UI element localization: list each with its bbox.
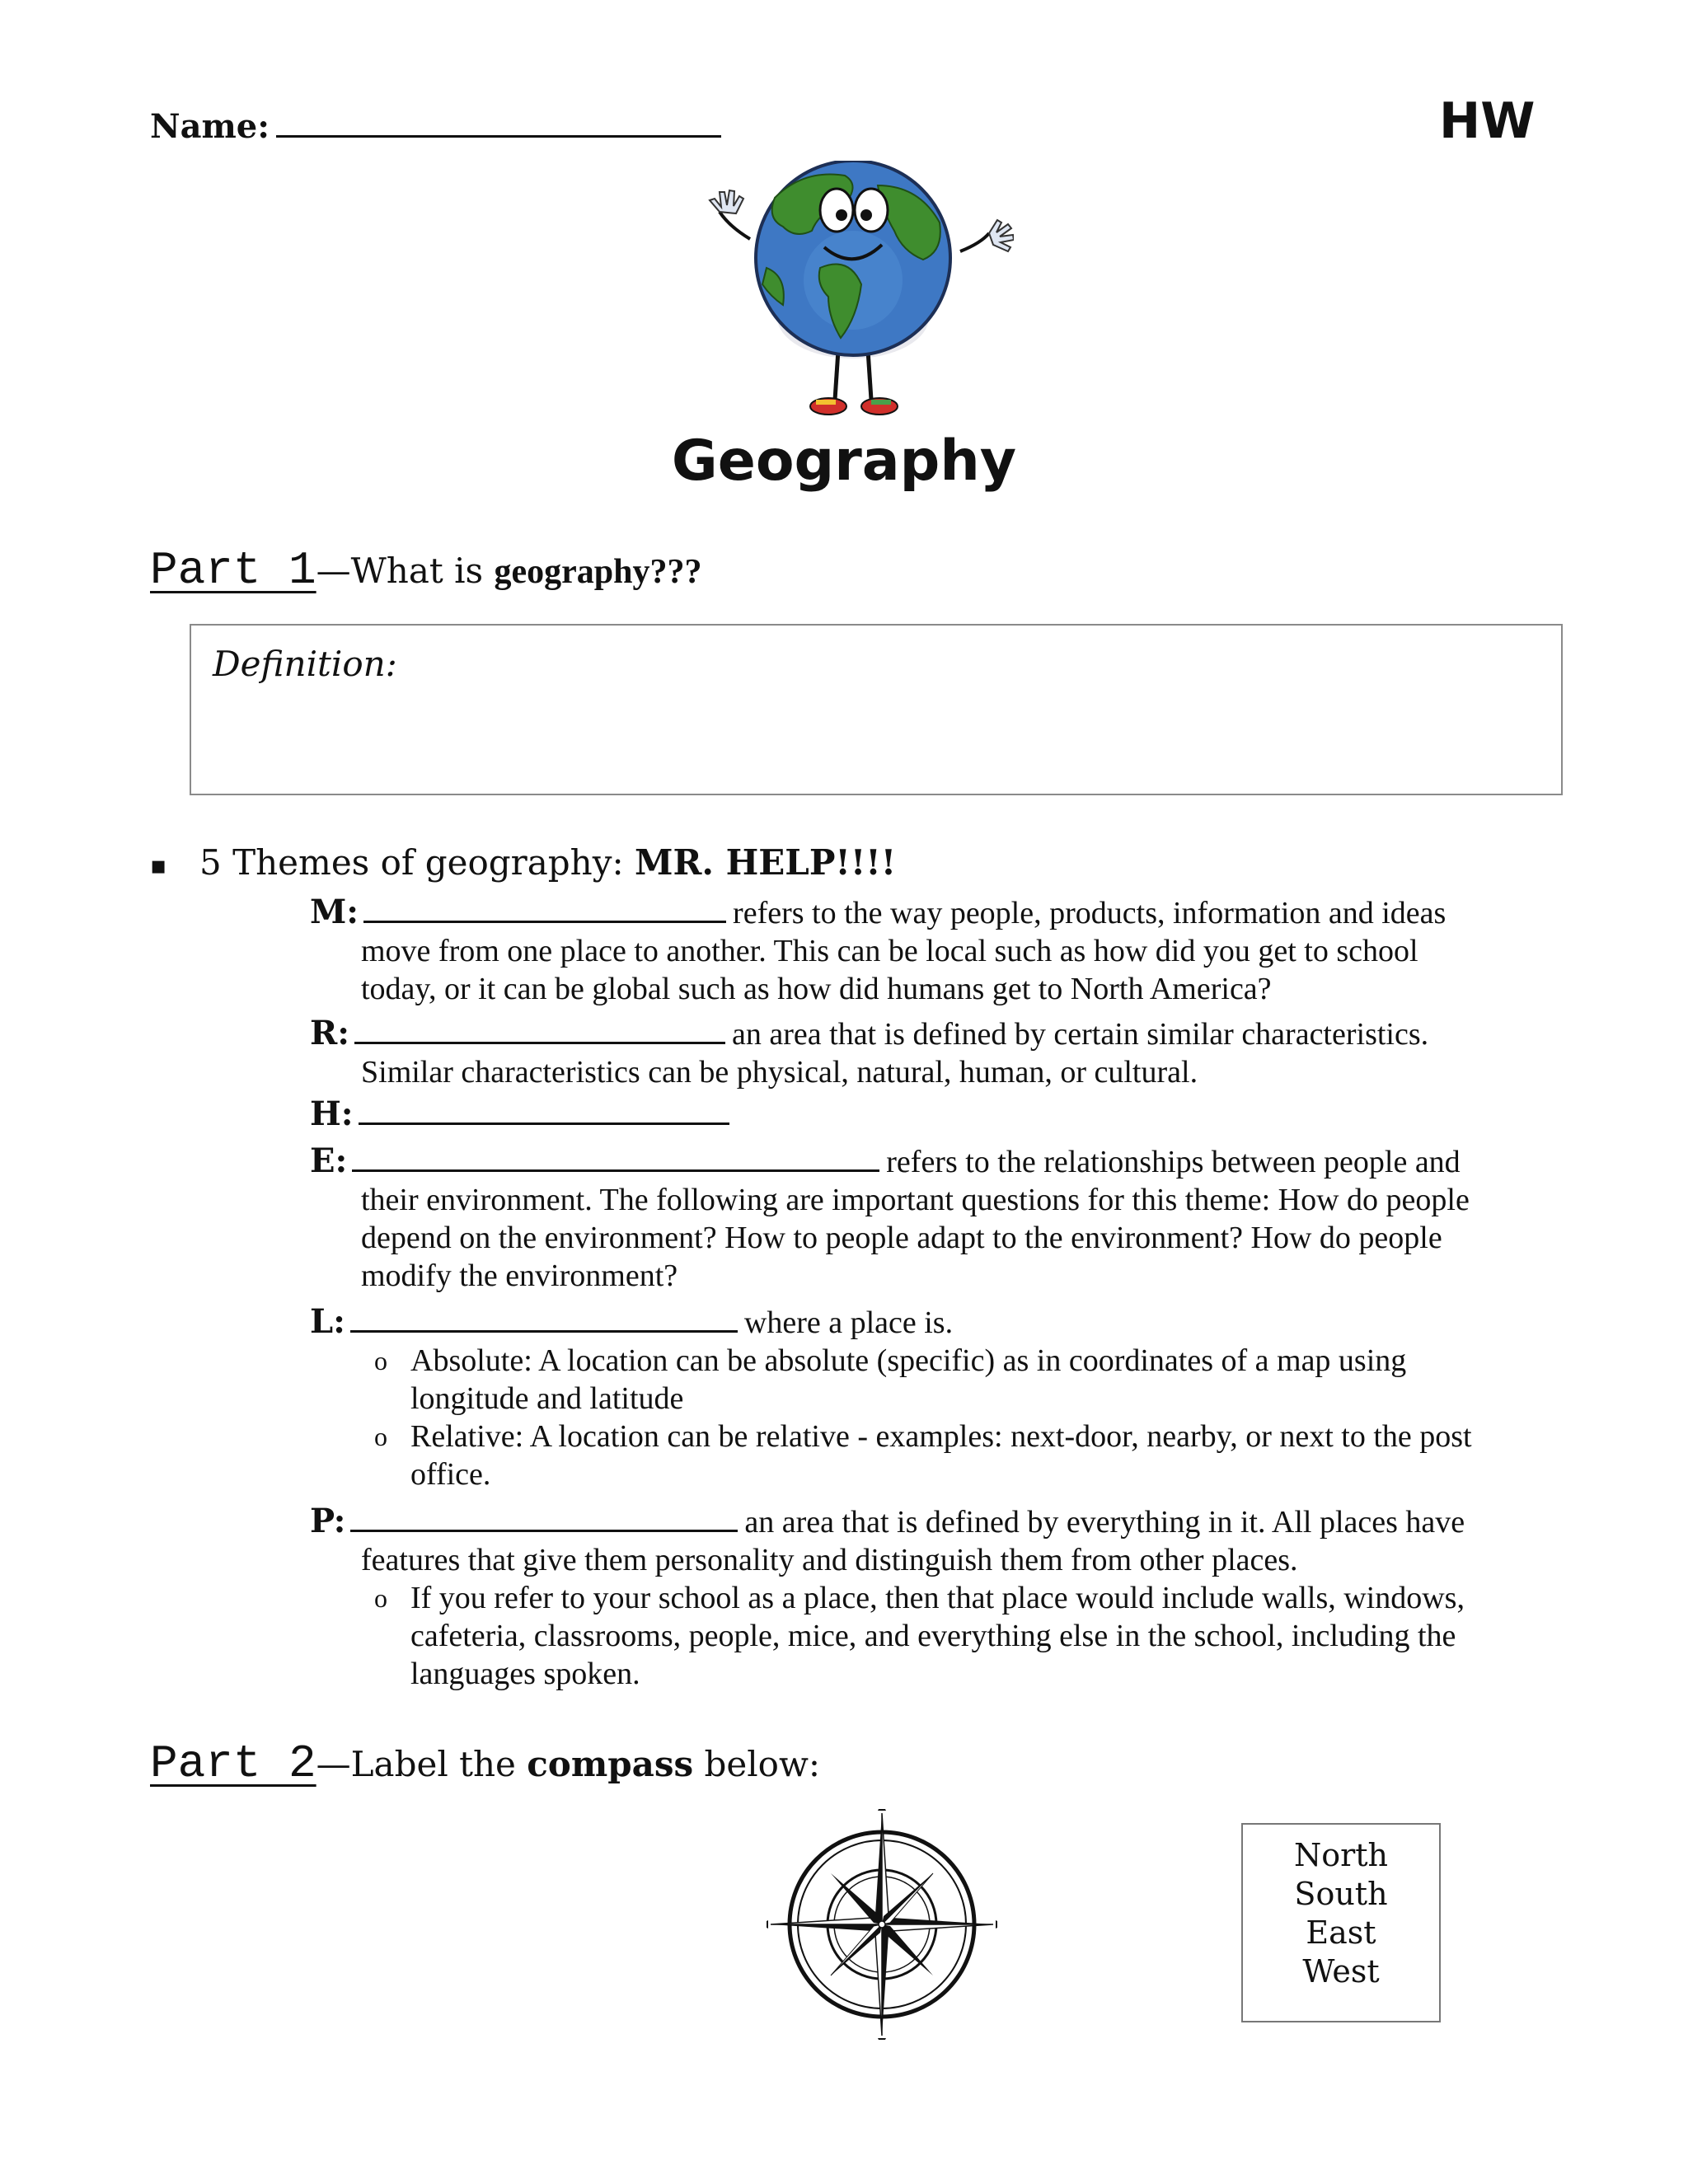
relative-location-text: Relative: A location can be relative - examples: next-door, nearby, or next to the post [410,1419,1472,1454]
absolute-location-text: Absolute: A location can be absolute (specific) as in coordinates of a map using [410,1343,1407,1378]
theme-letter-l: L: [310,1302,345,1341]
place-example-item [310,1579,1579,1617]
theme-p-text: an area that is defined by everything in it. All places have [744,1505,1465,1540]
part2-instruction-bold: compass [527,1744,694,1784]
hollow-bullet-icon: o [374,1346,387,1376]
part2-heading [150,1737,820,1790]
part1-question-prefix: —What is [316,551,495,591]
hollow-bullet-icon: o [374,1422,387,1451]
absolute-location-item [310,1342,1579,1380]
theme-letter-p: P: [310,1502,346,1540]
square-bullet-icon: ▪ [150,851,167,880]
place-example-text: cafeteria, classrooms, people, mice, and everything else in the school, including the [410,1619,1456,1653]
theme-location [310,1302,1579,1493]
theme-place [310,1502,1579,1693]
theme-r-blank[interactable] [354,1014,725,1044]
theme-m-blank[interactable] [363,893,726,923]
part1-label: Part 1 [150,544,316,597]
place-example-text: languages spoken. [410,1657,640,1691]
themes-mnemonic: MR. HELP!!!! [634,842,897,883]
theme-movement [310,893,1579,1008]
themes-heading [150,842,896,883]
place-example-text: If you refer to your school as a place, then that place would include walls, windows, [410,1581,1465,1615]
relative-location-item [310,1418,1579,1455]
theme-e-blank[interactable] [352,1141,879,1172]
theme-letter-h: H: [310,1094,354,1133]
theme-p-blank[interactable] [350,1502,738,1532]
direction-word-bank [1241,1823,1441,2022]
theme-environment [310,1141,1579,1295]
theme-m-text: today, or it can be global such as how did humans get to North America? [361,972,1272,1006]
name-blank-line[interactable] [276,105,721,138]
page-title: Geography [671,429,1017,494]
word-south: South [1294,1876,1388,1912]
part2-label: Part 2 [150,1737,316,1790]
relative-location-text: office. [410,1457,491,1492]
theme-e-text: refers to the relationships between people and [886,1145,1461,1179]
theme-p-text: features that give them personality and distinguish them from other places. [361,1543,1298,1577]
theme-e-text: their environment. The following are important questions for this theme: How do people [361,1183,1470,1217]
theme-r-text: Similar characteristics can be physical, natural, human, or cultural. [361,1055,1198,1090]
definition-box[interactable] [190,624,1563,795]
theme-letter-r: R: [310,1014,350,1052]
theme-l-blank[interactable] [350,1302,738,1333]
theme-letter-m: M: [310,893,359,931]
definition-label: Definition: [213,644,397,684]
part2-instruction-prefix: —Label the [316,1744,528,1784]
hw-label: HW [1439,92,1536,150]
word-east: East [1306,1915,1376,1951]
word-north: North [1293,1837,1389,1873]
theme-letter-e: E: [310,1141,348,1180]
theme-m-text: refers to the way people, products, information and ideas [733,896,1447,930]
name-label: Name: [150,107,270,146]
theme-r-text: an area that is defined by certain similar characteristics. [732,1017,1429,1052]
compass-rose-icon [767,1809,997,2040]
theme-region [310,1014,1579,1091]
theme-h-blank[interactable] [359,1094,729,1125]
theme-e-text: depend on the environment? How to people adapt to the environment? How do people [361,1221,1442,1255]
part2-instruction-suffix: below: [693,1744,821,1784]
name-row [150,105,721,146]
hollow-bullet-icon: o [374,1583,387,1613]
theme-l-text: where a place is. [743,1305,954,1340]
themes-intro: 5 Themes of geography: [199,842,635,883]
part1-heading [150,544,701,597]
theme-human-environment [310,1094,1579,1134]
absolute-location-text: longitude and latitude [410,1381,684,1416]
word-west: West [1302,1953,1380,1990]
globe-mascot-illustration [696,161,1014,433]
theme-m-text: move from one place to another. This can be local such as how did you get to school [361,934,1418,968]
theme-e-text: modify the environment? [361,1258,678,1293]
part1-question-bold: geography??? [494,553,702,591]
